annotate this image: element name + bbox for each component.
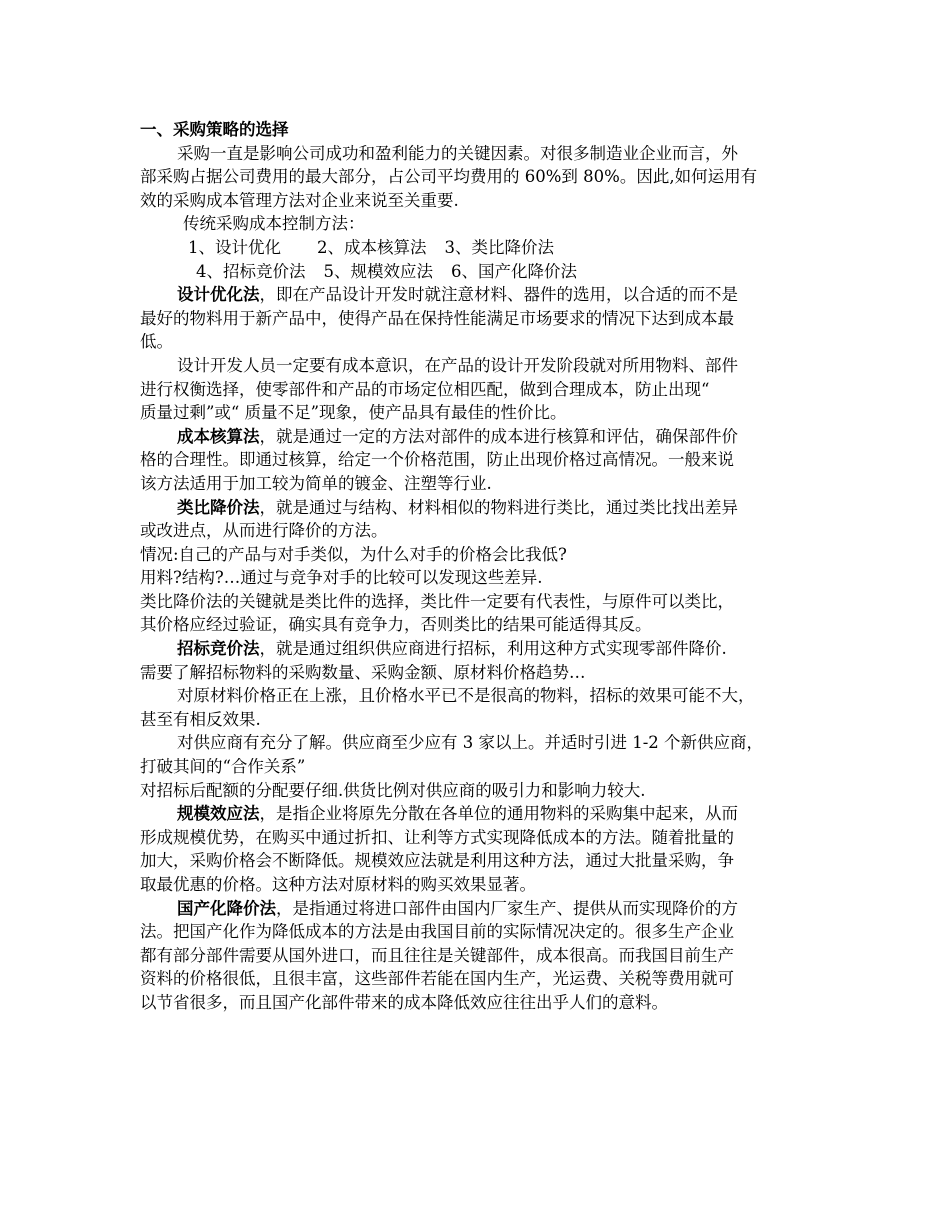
- paragraph-line: [140, 802, 830, 826]
- term-label: 设计优化法: [177, 285, 260, 305]
- term-label: 招标竞价法: [177, 639, 260, 659]
- paragraph-line: 进行权衡选择，使零部件和产品的市场定位相匹配，做到合理成本，防止出现“: [140, 379, 710, 399]
- method-item: 5、规模效应法: [323, 261, 433, 281]
- term-label: 类比降价法: [177, 497, 260, 517]
- paragraph-line: [140, 496, 830, 520]
- paragraph-line: [140, 897, 830, 921]
- paragraph-line: 情况:自己的产品与对手类似，为什么对手的价格会比我低?: [140, 544, 567, 564]
- paragraph-text: ，是指企业将原先分散在各单位的通用物料的采购集中起来，从而: [259, 804, 738, 824]
- paragraph-line: 设计开发人员一定要有成本意识，在产品的设计开发阶段就对所用物料、部件: [177, 355, 738, 375]
- paragraph-line: 打破其间的“合作关系”: [140, 757, 306, 777]
- paragraph-line: 类比降价法的关键就是类比件的选择，类比件一定要有代表性，与原件可以类比，: [140, 591, 734, 611]
- paragraph-line: 采购一直是影响公司成功和盈利能力的关键因素。对很多制造业企业而言，外: [177, 143, 738, 163]
- paragraph-line: 取最优惠的价格。这种方法对原材料的购买效果显著。: [140, 875, 536, 894]
- paragraph-line: 需要了解招标物料的采购数量、采购金额、原材料价格趋势…: [140, 662, 586, 682]
- paragraph-line: 其价格应经过验证，确实具有竞争力，否则类比的结果可能适得其反。: [140, 615, 652, 635]
- paragraph-line: 效的采购成本管理方法对企业来说至关重要.: [140, 190, 459, 210]
- method-item: 1、设计优化: [188, 237, 281, 257]
- paragraph-line: 对招标后配额的分配要仔细.供货比例对供应商的吸引力和影响力较大.: [140, 780, 646, 800]
- list-title: 传统采购成本控制方法：: [183, 214, 365, 234]
- paragraph-line: 最好的物料用于新产品中，使得产品在保持性能满足市场要求的情况下达到成本最: [140, 308, 734, 328]
- paragraph-line: 以节省很多，而且国产化部件带来的成本降低效应往往出乎人们的意料。: [140, 992, 668, 1012]
- method-list-row: [140, 236, 830, 260]
- paragraph-line: 用料?结构?…通过与竞争对手的比较可以发现这些差异.: [140, 568, 543, 588]
- paragraph-line: 对供应商有充分了解。供应商至少应有 3 家以上。并适时引进 1-2 个新供应商，: [177, 733, 764, 753]
- method-item: 6、国产化降价法: [451, 261, 577, 281]
- paragraph-line: 该方法适用于加工较为简单的镀金、注塑等行业.: [140, 473, 492, 493]
- document-body: [140, 118, 830, 1015]
- term-label: 国产化降价法: [177, 898, 276, 918]
- paragraph-line: 加大，采购价格会不断降低。规模效应法就是利用这种方法，通过大批量采购，争: [140, 851, 734, 871]
- paragraph-line: 都有部分部件需要从国外进口，而且往往是关键部件，成本很高。而我国目前生产: [140, 945, 734, 965]
- paragraph-line: 形成规模优势，在购买中通过折扣、让利等方式实现降低成本的方法。随着批量的: [140, 827, 734, 847]
- paragraph-line: 低。: [140, 332, 173, 352]
- paragraph-line: [140, 283, 830, 307]
- paragraph-line: [140, 637, 830, 661]
- term-label: 规模效应法: [177, 804, 260, 824]
- paragraph-line: 格的合理性。即通过核算，给定一个价格范围，防止出现价格过高情况。一般来说: [140, 450, 734, 470]
- paragraph-text: ，即在产品设计开发时就注意材料、器件的选用，以合适的而不是: [259, 285, 738, 305]
- method-item: 4、招标竞价法: [196, 261, 306, 281]
- paragraph-text: ，是指通过将进口部件由国内厂家生产、提供从而实现降价的方: [276, 898, 738, 918]
- paragraph-text: ，就是通过一定的方法对部件的成本进行核算和评估，确保部件价: [259, 426, 738, 446]
- paragraph-text: ，就是通过组织供应商进行招标，利用这种方式实现零部件降价.: [259, 639, 727, 659]
- method-item: 3、类比降价法: [444, 237, 554, 257]
- term-label: 成本核算法: [177, 426, 260, 446]
- paragraph-line: 资料的价格很低，且很丰富，这些部件若能在国内生产，光运费、关税等费用就可: [140, 969, 734, 989]
- paragraph-line: 质量过剩”或“ 质量不足”现象，使产品具有最佳的性价比。: [140, 403, 567, 423]
- paragraph-text: ，就是通过与结构、材料相似的物料进行类比，通过类比找出差异: [259, 497, 738, 517]
- method-list-row: [140, 260, 830, 284]
- paragraph-line: 对原材料价格正在上涨，且价格水平已不是很高的物料，招标的效果可能不大，: [177, 686, 755, 706]
- paragraph-line: 或改进点，从而进行降价的方法。: [140, 521, 388, 541]
- paragraph-line: 法。把国产化作为降低成本的方法是由我国目前的实际情况决定的。很多生产企业: [140, 922, 734, 942]
- paragraph-line: 甚至有相反效果.: [140, 709, 261, 729]
- paragraph-line: [140, 425, 830, 449]
- section-heading: 一、采购策略的选择: [140, 120, 289, 139]
- method-item: 2、成本核算法: [317, 237, 427, 257]
- paragraph-line: 部采购占据公司费用的最大部分，占公司平均费用的 60%到 80%。因此,如何运用有: [140, 167, 758, 187]
